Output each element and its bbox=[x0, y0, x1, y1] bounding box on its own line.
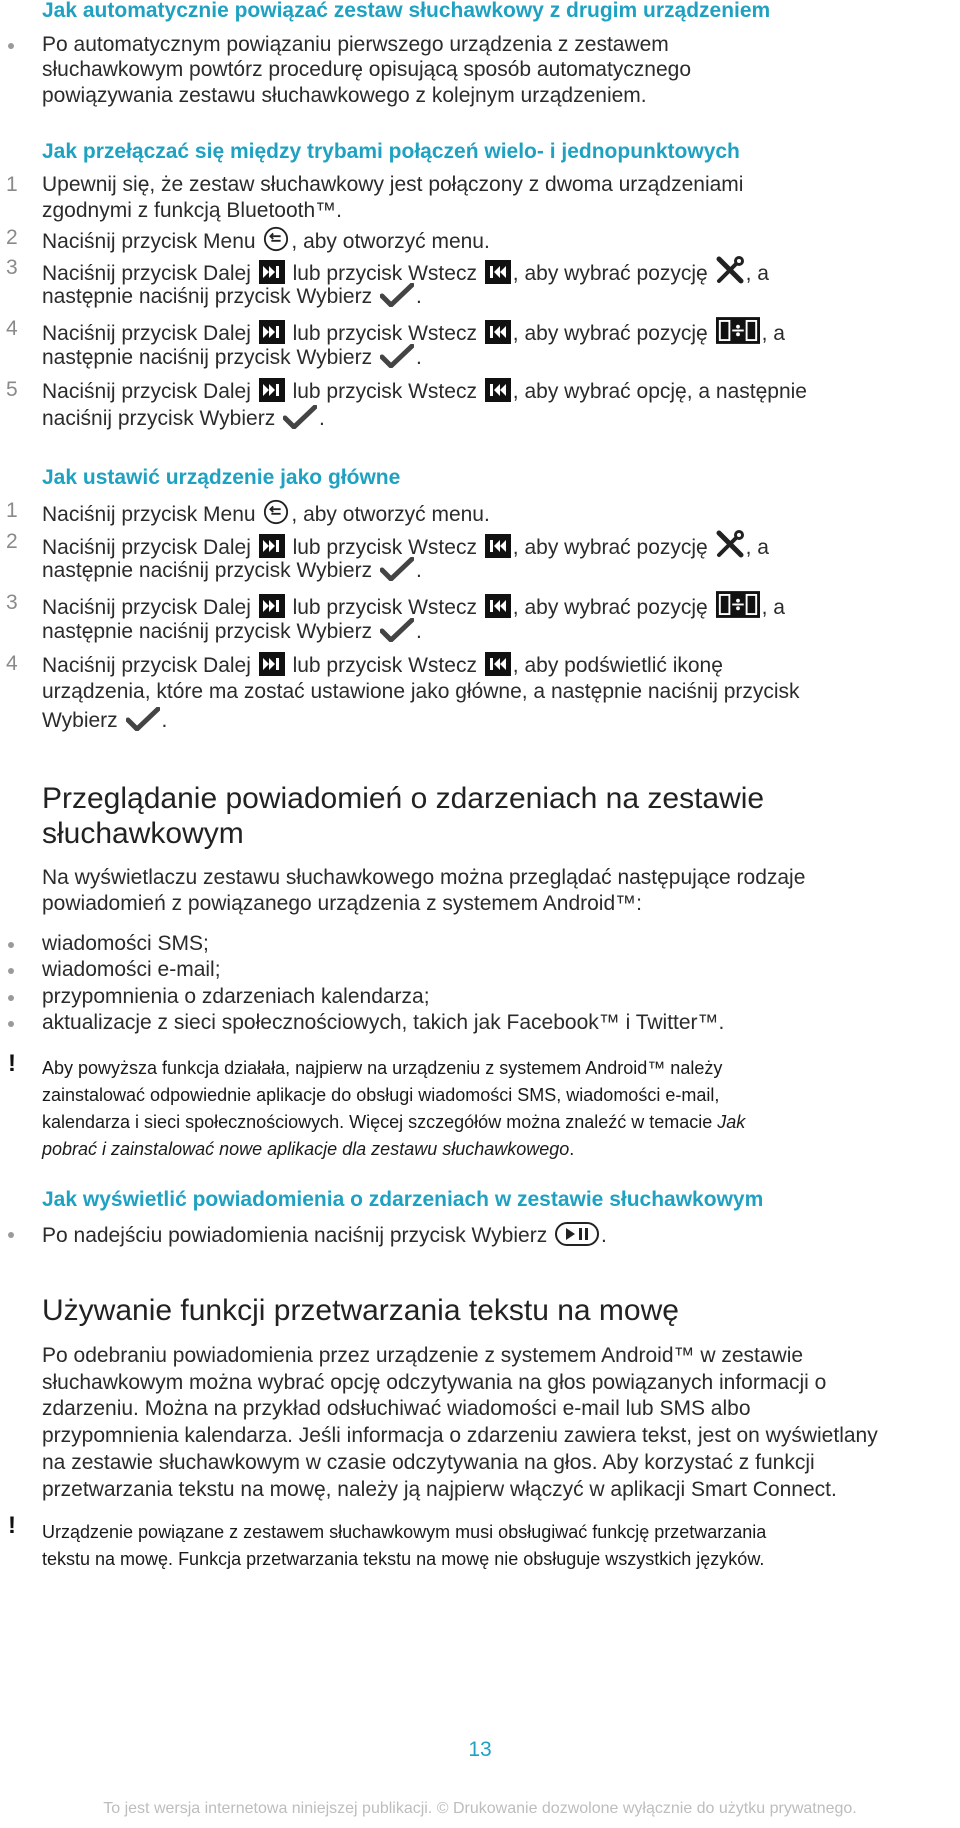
step-text: , aby otworzyć menu. bbox=[291, 503, 490, 526]
settings-tools-icon bbox=[716, 256, 744, 284]
step-text: Naciśnij przycisk Menu bbox=[42, 230, 256, 253]
step-number: 4 bbox=[6, 652, 18, 675]
checkmark-icon bbox=[380, 618, 414, 642]
list-item: przypomnienia o zdarzeniach kalendarza; bbox=[42, 985, 430, 1008]
step-text: Po nadejściu powiadomienia naciśnij przycisk Wybierz bbox=[42, 1224, 548, 1247]
step-text: , aby wybrać pozycję bbox=[512, 596, 708, 619]
previous-track-icon bbox=[485, 320, 511, 344]
step-text: następnie naciśnij przycisk Wybierz bbox=[42, 346, 373, 369]
list-item: wiadomości SMS; bbox=[42, 932, 209, 955]
multipoint-device-icon bbox=[716, 591, 760, 618]
step-text: . bbox=[319, 407, 325, 430]
list-item: wiadomości e-mail; bbox=[42, 958, 221, 981]
note-line: Urządzenie powiązane z zestawem słuchawkowym musi obsługiwać funkcję przetwarzania bbox=[42, 1522, 767, 1542]
bullet-dot bbox=[8, 1021, 14, 1027]
auto-pair-line-2: słuchawkowym powtórz procedurę opisującą sposób automatycznego bbox=[42, 58, 692, 81]
note-link-text: pobrać i zainstalować nowe aplikacje dla zestawu słuchawkowego bbox=[42, 1139, 570, 1159]
multipoint-step5-line1 bbox=[42, 378, 807, 404]
previous-track-icon bbox=[485, 652, 511, 676]
notifications-note bbox=[42, 1055, 912, 1163]
step-text: Naciśnij przycisk Dalej bbox=[42, 536, 251, 559]
step-text: Naciśnij przycisk Dalej bbox=[42, 654, 251, 677]
bullet-dot bbox=[8, 968, 14, 974]
note-text: kalendarza i sieci społecznościowych. Więcej szczegółów można znaleźć w temacie bbox=[42, 1112, 718, 1132]
warning-icon: ! bbox=[8, 1512, 16, 1539]
step-text: lub przycisk Wstecz bbox=[292, 596, 477, 619]
step-text: lub przycisk Wstecz bbox=[292, 536, 477, 559]
step-text: Naciśnij przycisk Dalej bbox=[42, 380, 251, 403]
note-line: Aby powyższa funkcja działała, najpierw na urządzeniu z systemem Android™ należy bbox=[42, 1058, 723, 1078]
settings-tools-icon bbox=[716, 530, 744, 558]
next-track-icon bbox=[259, 594, 285, 618]
previous-track-icon bbox=[485, 260, 511, 284]
step-text: . bbox=[415, 559, 422, 582]
step-text: następnie naciśnij przycisk Wybierz bbox=[42, 559, 373, 582]
step-text: Wybierz bbox=[42, 709, 118, 732]
note-line bbox=[42, 1109, 912, 1136]
footer-notice: To jest wersja internetowa niniejszej publikacji. © Drukowanie dozwolone wyłącznie do użytku prywatnego. bbox=[103, 1800, 857, 1817]
main-step4-line2: urządzenia, które ma zostać ustawione jako główne, a następnie naciśnij przycisk bbox=[42, 680, 800, 703]
next-track-icon bbox=[259, 260, 285, 284]
previous-track-icon bbox=[485, 594, 511, 618]
notifications-intro-line2: powiadomień z powiązanego urządzenia z systemem Android™: bbox=[42, 892, 642, 915]
section-heading-auto-pair: Jak automatycznie powiązać zestaw słuchawkowy z drugim urządzeniem bbox=[42, 0, 771, 22]
note-line bbox=[42, 1136, 912, 1163]
play-pause-icon bbox=[555, 1222, 599, 1246]
tts-paragraph-line: przypomnienia kalendarza. Jeśli informacja o zdarzeniu zawiera tekst, jest on wyświetlany bbox=[42, 1424, 878, 1447]
main-step2-line2 bbox=[42, 557, 422, 583]
step-number: 3 bbox=[6, 591, 18, 614]
note-text: . bbox=[569, 1139, 575, 1159]
step-number: 1 bbox=[6, 499, 18, 522]
step-text: , a bbox=[761, 596, 785, 619]
next-track-icon bbox=[259, 534, 285, 558]
tts-paragraph-line: słuchawkowym można wybrać opcję odczytywania na głos powiązanych informacji o bbox=[42, 1371, 827, 1394]
main-step1-line bbox=[42, 499, 490, 527]
step-text: Naciśnij przycisk Dalej bbox=[42, 262, 251, 285]
main-step3-line2 bbox=[42, 618, 422, 644]
tts-paragraph-line: Po odebraniu powiadomienia przez urządzenie z systemem Android™ w zestawie bbox=[42, 1344, 804, 1367]
previous-track-icon bbox=[485, 534, 511, 558]
section-title-notifications-l2: słuchawkowym bbox=[42, 817, 244, 850]
next-track-icon bbox=[259, 652, 285, 676]
multipoint-step2-line bbox=[42, 226, 490, 254]
step-text: , aby wybrać opcję, a następnie bbox=[512, 380, 807, 403]
multipoint-step1-line1: Upewnij się, że zestaw słuchawkowy jest połączony z dwoma urządzeniami bbox=[42, 173, 744, 196]
main-step4-line3 bbox=[42, 707, 167, 733]
step-text: lub przycisk Wstecz bbox=[292, 322, 477, 345]
multipoint-step4-line1 bbox=[42, 317, 785, 346]
bullet-dot bbox=[8, 1232, 14, 1238]
list-item: aktualizacje z sieci społecznościowych, takich jak Facebook™ i Twitter™. bbox=[42, 1011, 725, 1034]
step-text: , aby wybrać pozycję bbox=[512, 262, 708, 285]
multipoint-step4-line2 bbox=[42, 344, 422, 370]
step-text: , a bbox=[745, 536, 769, 559]
main-step3-line1 bbox=[42, 591, 785, 620]
step-text: Naciśnij przycisk Dalej bbox=[42, 596, 251, 619]
checkmark-icon bbox=[126, 707, 160, 731]
view-notifications-line bbox=[42, 1222, 607, 1248]
step-text: naciśnij przycisk Wybierz bbox=[42, 407, 276, 430]
step-text: . bbox=[415, 285, 422, 308]
step-text: , aby wybrać pozycję bbox=[512, 322, 708, 345]
note-link-text: Jak bbox=[717, 1112, 746, 1132]
bullet-dot bbox=[8, 43, 14, 49]
step-text: , a bbox=[745, 262, 769, 285]
auto-pair-line-1: Po automatycznym powiązaniu pierwszego urządzenia z zestawem bbox=[42, 33, 669, 56]
step-text: , aby podświetlić ikonę bbox=[512, 654, 723, 677]
auto-pair-line-3: powiązywania zestawu słuchawkowego z kolejnym urządzeniem. bbox=[42, 84, 647, 107]
multipoint-step1-line2: zgodnymi z funkcją Bluetooth™. bbox=[42, 199, 342, 222]
step-text: Naciśnij przycisk Menu bbox=[42, 503, 256, 526]
step-text: następnie naciśnij przycisk Wybierz bbox=[42, 285, 373, 308]
step-text: lub przycisk Wstecz bbox=[292, 262, 477, 285]
bullet-dot bbox=[8, 942, 14, 948]
note-line: zainstalować odpowiednie aplikacje do obsługi wiadomości SMS, wiadomości e-mail, bbox=[42, 1085, 720, 1105]
section-heading-set-main: Jak ustawić urządzenie jako główne bbox=[42, 466, 401, 489]
step-text: . bbox=[161, 709, 168, 732]
step-number: 2 bbox=[6, 226, 18, 249]
step-text: lub przycisk Wstecz bbox=[292, 380, 477, 403]
step-text: , a bbox=[761, 322, 785, 345]
multipoint-step3-line2 bbox=[42, 283, 422, 309]
next-track-icon bbox=[259, 378, 285, 402]
tts-paragraph-line: zdarzeniu. Można na przykład odsłuchiwać wiadomości e-mail lub SMS albo bbox=[42, 1397, 751, 1420]
checkmark-icon bbox=[380, 344, 414, 368]
tts-paragraph-line: przetwarzania tekstu na mowę, należy ją najpierw włączyć w aplikacji Smart Connect. bbox=[42, 1478, 837, 1501]
step-text: Naciśnij przycisk Dalej bbox=[42, 322, 251, 345]
checkmark-icon bbox=[283, 405, 317, 429]
step-text: . bbox=[415, 620, 422, 643]
step-number: 3 bbox=[6, 256, 18, 279]
main-step4-line1 bbox=[42, 652, 723, 678]
step-text: . bbox=[601, 1224, 607, 1247]
next-track-icon bbox=[259, 320, 285, 344]
tts-note bbox=[42, 1519, 912, 1573]
step-number: 5 bbox=[6, 378, 18, 401]
checkmark-icon bbox=[380, 557, 414, 581]
multipoint-step5-line2 bbox=[42, 405, 325, 431]
section-title-notifications-l1: Przeglądanie powiadomień o zdarzeniach na zestawie bbox=[42, 782, 765, 815]
multipoint-step3-line1 bbox=[42, 256, 769, 286]
step-text: następnie naciśnij przycisk Wybierz bbox=[42, 620, 373, 643]
step-text: . bbox=[415, 346, 422, 369]
warning-icon: ! bbox=[8, 1050, 16, 1077]
step-number: 4 bbox=[6, 317, 18, 340]
bullet-dot bbox=[8, 995, 14, 1001]
step-text: lub przycisk Wstecz bbox=[292, 654, 477, 677]
step-text: , aby otworzyć menu. bbox=[291, 230, 490, 253]
section-title-tts: Używanie funkcji przetwarzania tekstu na mowę bbox=[42, 1294, 679, 1327]
note-line: tekstu na mowę. Funkcja przetwarzania tekstu na mowę nie obsługuje wszystkich języków. bbox=[42, 1549, 765, 1569]
page-number: 13 bbox=[468, 1738, 492, 1761]
multipoint-device-icon bbox=[716, 317, 760, 344]
main-step2-line1 bbox=[42, 530, 769, 560]
section-heading-view-notifications: Jak wyświetlić powiadomienia o zdarzeniach w zestawie słuchawkowym bbox=[42, 1188, 764, 1211]
previous-track-icon bbox=[485, 378, 511, 402]
menu-back-icon bbox=[263, 226, 289, 252]
tts-paragraph-line: na zestawie słuchawkowym w czasie odczytywania na głos. Aby korzystać z funkcji bbox=[42, 1451, 815, 1474]
notifications-intro-line1: Na wyświetlaczu zestawu słuchawkowego można przeglądać następujące rodzaje bbox=[42, 866, 806, 889]
menu-back-icon bbox=[263, 499, 289, 525]
checkmark-icon bbox=[380, 283, 414, 307]
step-number: 1 bbox=[6, 173, 18, 196]
step-number: 2 bbox=[6, 530, 18, 553]
section-heading-multipoint: Jak przełączać się między trybami połączeń wielo- i jednopunktowych bbox=[42, 140, 740, 163]
step-text: , aby wybrać pozycję bbox=[512, 536, 708, 559]
